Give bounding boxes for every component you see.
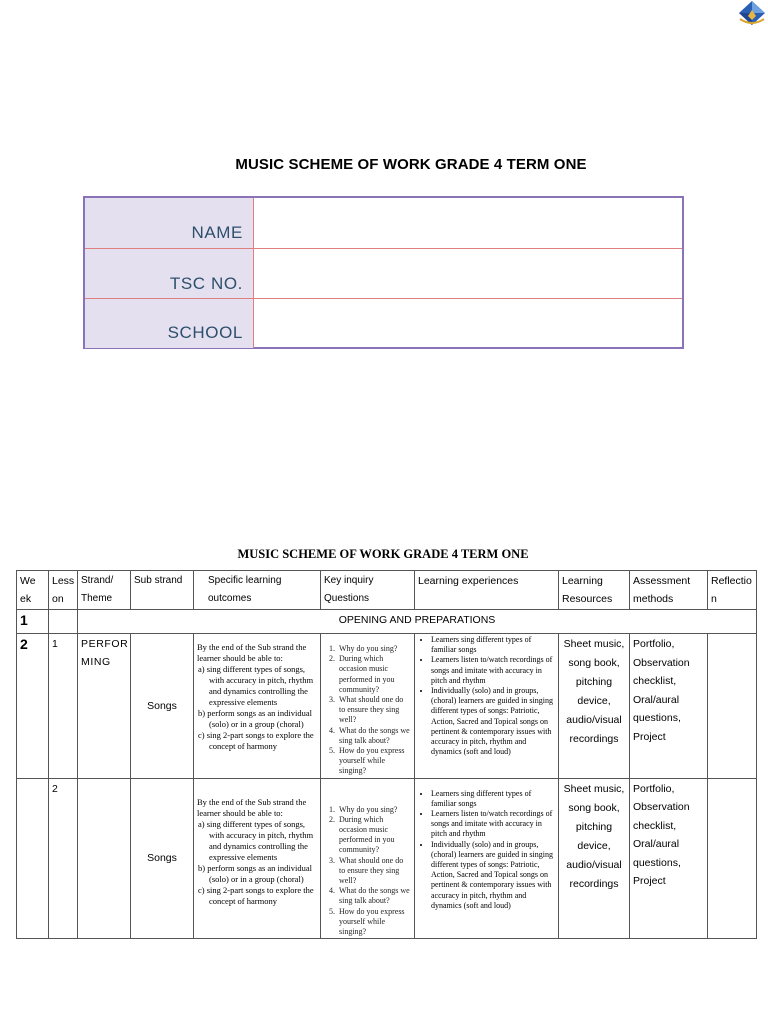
header-assessment: Assessment methods xyxy=(630,571,708,610)
strand-cell: PERFOR MING xyxy=(78,634,131,779)
inquiry-question: 2. During which occasion music performed in you community? xyxy=(337,815,411,856)
week-cell: 2 xyxy=(17,634,49,779)
inquiry-cell xyxy=(321,634,415,779)
experiences-cell xyxy=(415,634,559,779)
name-row xyxy=(85,198,682,248)
reflection-cell[interactable] xyxy=(708,634,757,779)
assessment-cell: Portfolio, Observation checklist, Oral/aural questions, Project xyxy=(630,634,708,779)
header-week: We ek xyxy=(17,571,49,610)
week-cell xyxy=(17,778,49,939)
header-strand: Strand/ Theme xyxy=(78,571,131,610)
outcome-a: a) sing different types of songs, with accuracy in pitch, rhythm and dynamics controlling the expressive elements xyxy=(198,818,314,862)
header-outcomes: Specific learning outcomes xyxy=(194,571,321,610)
inquiry-question: 1. Why do you sing? xyxy=(337,805,411,815)
opening-text: OPENING AND PREPARATIONS xyxy=(78,610,757,634)
inquiry-question: 1. Why do you sing? xyxy=(337,644,411,654)
header-inquiry: Key inquiry Questions xyxy=(321,571,415,610)
experience-item: • Learners listen to/watch recordings of songs and imitate with accuracy in pitch and rhythm xyxy=(431,809,555,840)
inquiry-question: 3. What should one do to ensure they sing well? xyxy=(337,856,411,887)
school-label: SCHOOL xyxy=(167,323,243,342)
scheme-of-work-table xyxy=(16,570,757,939)
reflection-cell[interactable] xyxy=(708,778,757,939)
experience-item: • Learners listen to/watch recordings of songs and imitate with accuracy in pitch and rhythm xyxy=(431,655,555,686)
outcomes-cell xyxy=(194,778,321,939)
lesson-cell: 2 xyxy=(49,778,78,939)
outcome-a: a) sing different types of songs, with accuracy in pitch, rhythm and dynamics controlling the expressive elements xyxy=(198,664,314,707)
school-row xyxy=(85,298,682,348)
inquiry-question: 5. How do you express yourself while singing? xyxy=(337,746,411,777)
table-row-opening xyxy=(17,610,757,634)
inquiry-question: 4. What do the songs we sing talk about? xyxy=(337,726,411,746)
experience-item: • Learners sing different types of familiar songs xyxy=(431,789,555,809)
sub-strand-cell: Songs xyxy=(131,634,194,779)
inquiry-cell xyxy=(321,778,415,939)
outcome-b: b) perform songs as an individual (solo) or in a group (choral) xyxy=(198,708,313,729)
experience-item: • Individually (solo) and in groups, (choral) learners are guided in singing different types of songs: Patriotic, Action, Sacred and Topical songs on pertinent & contemporary issues with accuracy in pitch, rhythm and dynamics (soft and loud) xyxy=(431,686,555,757)
header-experiences: Learning experiences xyxy=(415,571,559,610)
inquiry-question: 4. What do the songs we sing talk about? xyxy=(337,886,411,906)
inquiry-question: 3. What should one do to ensure they sing well? xyxy=(337,695,411,726)
teacher-details-box xyxy=(83,196,684,349)
table-row xyxy=(17,634,757,779)
assessment-cell: Portfolio, Observation checklist, Oral/aural questions, Project xyxy=(630,778,708,939)
experience-item: • Learners sing different types of familiar songs xyxy=(431,635,555,655)
strand-cell xyxy=(78,778,131,939)
sub-strand-cell: Songs xyxy=(131,778,194,939)
resources-cell: Sheet music, song book, pitching device, audio/visual recordings xyxy=(559,778,630,939)
inquiry-question: 5. How do you express yourself while singing? xyxy=(337,907,411,938)
lesson-cell xyxy=(49,610,78,634)
outcome-b: b) perform songs as an individual (solo) or in a group (choral) xyxy=(198,862,313,884)
tsc-label: TSC NO. xyxy=(169,274,243,293)
scheme-table-title: MUSIC SCHEME OF WORK GRADE 4 TERM ONE xyxy=(237,547,529,561)
inquiry-question: 2. During which occasion music performed in you community? xyxy=(337,654,411,695)
table-row xyxy=(17,778,757,939)
outcomes-intro: By the end of the Sub strand the learner should be able to: xyxy=(197,642,307,663)
outcomes-intro: By the end of the Sub strand the learner should be able to: xyxy=(197,796,307,818)
page-title: MUSIC SCHEME OF WORK GRADE 4 TERM ONE xyxy=(235,156,587,173)
outcome-c: c) sing 2-part songs to explore the concept of harmony xyxy=(198,730,314,751)
header-sub-strand: Sub strand xyxy=(131,571,194,610)
header-reflection: Reflectio n xyxy=(708,571,757,610)
experiences-cell xyxy=(415,778,559,939)
experience-item: • Individually (solo) and in groups, (choral) learners are guided in singing different types of songs: Patriotic, Action, Sacred and Topical songs on pertinent & contemporary issues with accuracy in pitch, rhythm and dynamics (soft and loud) xyxy=(431,840,555,911)
week-cell: 1 xyxy=(17,610,49,634)
resources-cell: Sheet music, song book, pitching device, audio/visual recordings xyxy=(559,634,630,779)
tsc-row xyxy=(85,248,682,299)
diamond-logo-icon xyxy=(736,0,768,28)
outcomes-cell xyxy=(194,634,321,779)
lesson-cell: 1 xyxy=(49,634,78,779)
table-header-row xyxy=(17,571,757,610)
outcome-c: c) sing 2-part songs to explore the concept of harmony xyxy=(198,884,314,906)
name-label: NAME xyxy=(191,223,243,242)
header-resources: Learning Resources xyxy=(559,571,630,610)
header-lesson: Less on xyxy=(49,571,78,610)
